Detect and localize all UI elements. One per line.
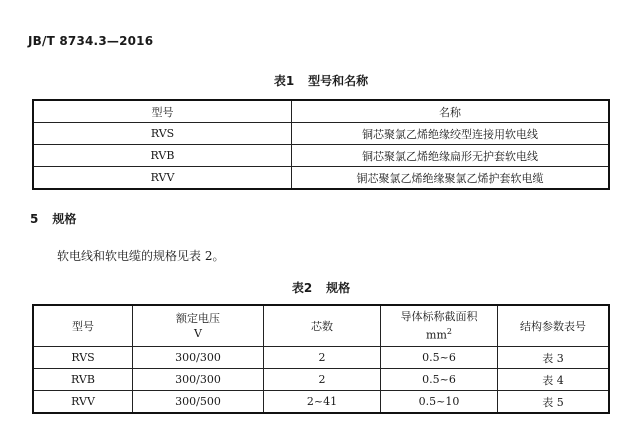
table2-header-area [381,305,498,347]
table2-caption [0,279,642,296]
table1-cell-model: RVS [33,123,292,145]
table2-cell-cores: 2~41 [264,391,381,414]
table1-cell-model: RVV [33,167,292,190]
table1-cell-model: RVB [33,145,292,167]
table2-cell-area: 0.5~10 [381,391,498,414]
table1-number: 表1 [273,74,295,88]
table2-header-row [33,305,609,347]
voltage-label: 额定电压 [176,312,220,325]
table1-header-model: 型号 [33,100,292,123]
table-row [33,347,609,369]
table2-number: 表2 [291,281,313,295]
table-row [33,167,609,190]
table1-cell-name: 铜芯聚氯乙烯绝缘聚氯乙烯护套软电缆 [292,167,610,190]
table2-cell-cores: 2 [264,369,381,391]
model-name-table [32,99,610,190]
table2-cell-ref: 表 3 [498,347,610,369]
area-unit-exponent: 2 [446,327,452,337]
table2-header-voltage [133,305,264,347]
table2-cell-ref: 表 5 [498,391,610,414]
standard-number: JB/T 8734.3—2016 [28,34,154,48]
table2-cell-area: 0.5~6 [381,347,498,369]
section-number: 5 [30,212,39,226]
section-heading [30,210,76,227]
table2-cell-voltage: 300/300 [133,369,264,391]
table1-header-row [33,100,609,123]
table-row [33,123,609,145]
body-paragraph: 软电线和软电缆的规格见表 2。 [57,249,225,263]
table1-header-name: 名称 [292,100,610,123]
table2-header-cores: 芯数 [264,305,381,347]
table2-cell-area: 0.5~6 [381,369,498,391]
table-row [33,391,609,414]
section-title: 规格 [52,212,77,226]
table2-header-ref: 结构参数表号 [498,305,610,347]
table2-header-model: 型号 [33,305,133,347]
table1-cell-name: 铜芯聚氯乙烯绝缘绞型连接用软电线 [292,123,610,145]
table2-cell-cores: 2 [264,347,381,369]
specification-table [32,304,610,414]
area-unit [381,324,497,343]
table2-cell-model: RVB [33,369,133,391]
table-row [33,145,609,167]
table2-cell-model: RVV [33,391,133,414]
table2-cell-model: RVS [33,347,133,369]
table2-cell-ref: 表 4 [498,369,610,391]
table1-cell-name: 铜芯聚氯乙烯绝缘扁形无护套软电线 [292,145,610,167]
table-row [33,369,609,391]
area-label: 导体标称截面积 [400,310,478,324]
table1-title: 型号和名称 [308,74,369,88]
table1-caption [0,72,642,89]
table2-cell-voltage: 300/500 [133,391,264,414]
table2-cell-voltage: 300/300 [133,347,264,369]
table2-title: 规格 [326,281,351,295]
voltage-unit: V [194,327,202,340]
area-unit-base: mm [426,328,447,342]
